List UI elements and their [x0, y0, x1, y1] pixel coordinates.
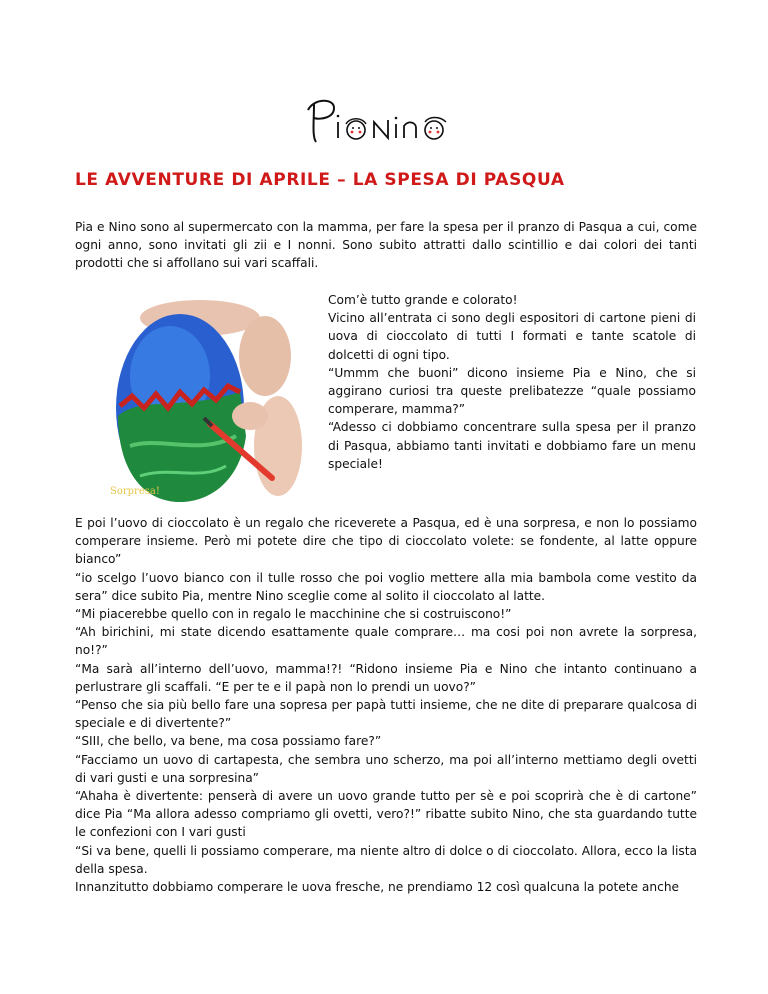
page-title: LE AVVENTURE DI APRILE – LA SPESA DI PASQUA — [75, 170, 565, 190]
intro-paragraph: Pia e Nino sono al supermercato con la mamma, per fare la spesa per il pranzo di Pasqua a cui, come ogni anno, sono invitati gli zii e I nonni. Sono subito attratti dallo scintillio e dai colori dei tanti prodotti che si affollano sui vari scaffali. — [75, 220, 697, 271]
body-paragraph: “Ahaha è divertente: penserà di avere un uovo grande tutto per sè e poi scoprirà che è di cartone” dice Pia “Ma allora adesso compriamo gli ovetti, vero?!” ribatte subito Nino, che sta guardando tutte le confezioni con I vari gusti — [75, 789, 697, 840]
body-paragraph: “io scelgo l’uovo bianco con il tulle rosso che poi voglio mettere alla mia bambola come vestito da sera” dice subito Pia, mentre Nino sceglie come al solito il cioccolato al latte. — [75, 570, 697, 603]
body-paragraph: “Ma sarà all’interno dell’uovo, mamma!?! “Ridono insieme Pia e Nino che intanto continuano a perlustrare gli scaffali. “E per te e il papà non lo prendi un uovo?” — [75, 661, 697, 694]
body-paragraph: E poi l’uovo di cioccolato è un regalo che riceverete a Pasqua, ed è una sorpresa, e non lo possiamo comperare insieme. Però mi potete dire che tipo di cioccolato volete: se fondente, al latte oppure bianco” — [75, 516, 697, 567]
egg-painting-graphic — [100, 296, 304, 506]
image-caption: Sorpresa! — [110, 486, 160, 497]
body-paragraph: Innanzitutto dobbiamo comperare le uova fresche, ne prendiamo 12 così qualcuna la potete anche — [75, 880, 680, 895]
side-paragraph: “Ummm che buoni” dicono insieme Pia e Nino, che si aggirano curiosi tra queste prelibatezze “quale possiamo comperare, mamma?” — [328, 365, 696, 417]
pianino-logo — [300, 92, 480, 152]
body-paragraph: “Mi piacerebbe quello con in regalo le macchinine che si costruiscono!” — [75, 607, 512, 622]
side-paragraph: Vicino all’entrata ci sono degli espositori di cartone pieni di uova di cioccolato di tutti I formati e tante scatole di dolcetti di ogni tipo. — [328, 311, 696, 362]
side-text-block — [328, 291, 696, 473]
body-paragraph: “Penso che sia più bello fare una sopresa per papà tutti insieme, che ne dite di preparare qualcosa di speciale e di divertente?” — [75, 698, 697, 731]
body-paragraph: “Ah birichini, mi state dicendo esattamente quale comprare… ma cosi poi non avrete la sorpresa, no!?” — [75, 625, 697, 658]
logo-graphic — [300, 92, 480, 152]
easter-egg-image — [100, 296, 304, 506]
side-paragraph: “Adesso ci dobbiamo concentrare sulla spesa per il pranzo di Pasqua, abbiamo tanti invitati e dobbiamo fare un menu speciale! — [328, 420, 696, 471]
body-paragraph: “Facciamo un uovo di cartapesta, che sembra uno scherzo, ma poi all’interno mettiamo degli ovetti di vari gusti e una sorpresina” — [75, 752, 697, 785]
body-paragraph: “SIII, che bello, va bene, ma cosa possiamo fare?” — [75, 734, 382, 749]
body-text-block — [75, 514, 697, 896]
body-paragraph: “Si va bene, quelli li possiamo comperare, ma niente altro di dolce o di cioccolato. Allora, ecco la lista della spesa. — [75, 843, 697, 876]
side-paragraph: Com’è tutto grande e colorato! — [328, 293, 518, 307]
